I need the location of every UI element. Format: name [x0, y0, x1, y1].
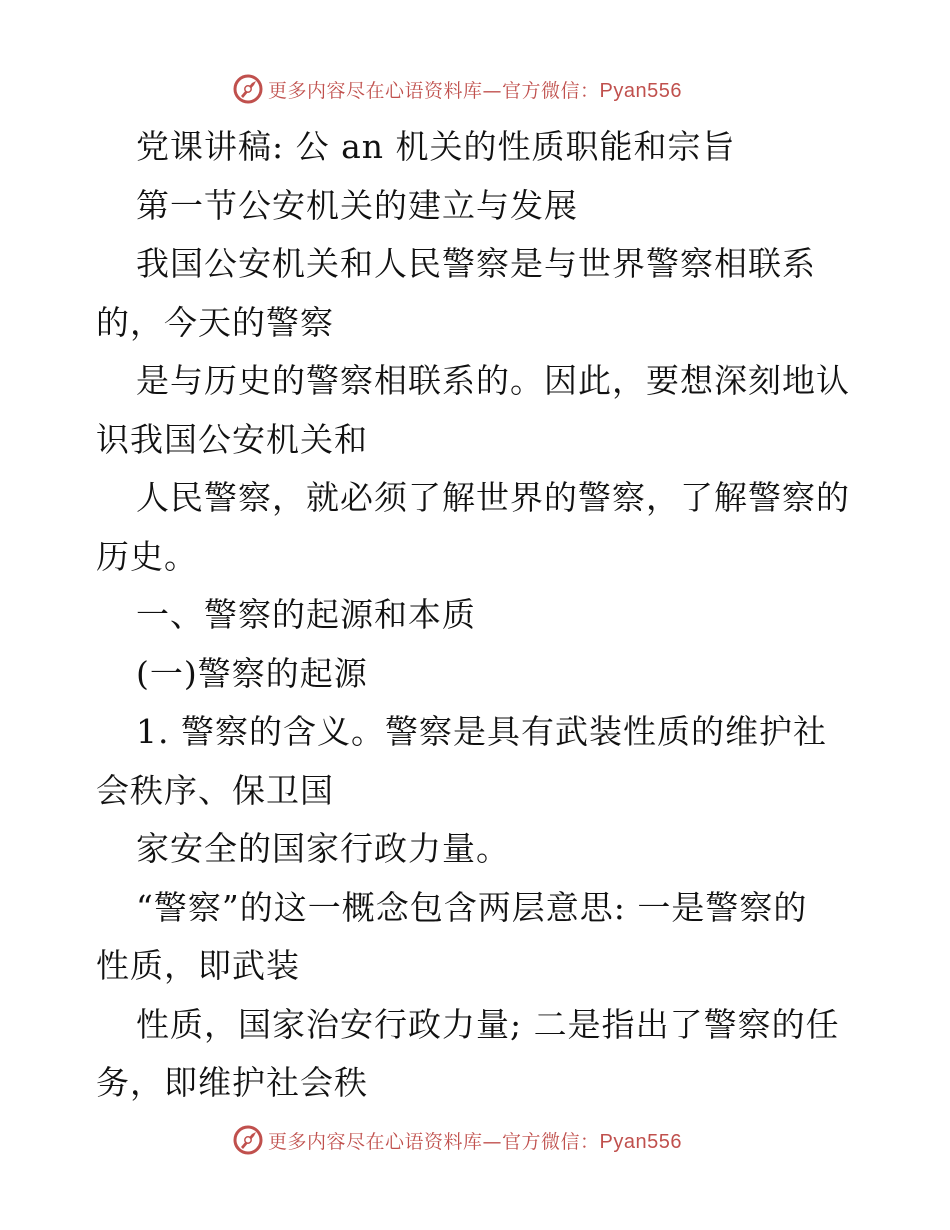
document-body [96, 118, 856, 1113]
watermark-account-id: Pyan556 [599, 1130, 682, 1153]
watermark-text [268, 1127, 682, 1154]
text-line: (一)警察的起源 [136, 653, 368, 693]
text-line: 我国公安机关和人民警察是与世界警察相联系 [136, 244, 816, 283]
footer-watermark [232, 1123, 682, 1157]
text-line: 会秩序、保卫国 [96, 770, 334, 810]
text-line: 性质，国家治安行政力量; 二是指出了警察的任 [136, 1004, 840, 1044]
watermark-text [268, 76, 682, 103]
text-line: 务，即维护社会秩 [96, 1063, 368, 1102]
text-line: 历史。 [96, 536, 198, 576]
text-line: 党课讲稿: 公 an 机关的性质职能和宗旨 [136, 127, 736, 166]
text-line: 第一节公安机关的建立与发展 [136, 185, 578, 225]
text-line: 人民警察，就必须了解世界的警察，了解警察的 [136, 478, 850, 517]
text-line: 性质，即武装 [96, 946, 300, 985]
text-line: 1. 警察的含义。警察是具有武装性质的维护社 [136, 712, 827, 751]
text-line: 家安全的国家行政力量。 [136, 829, 510, 868]
text-line: 的，今天的警察 [96, 302, 334, 342]
text-line: 识我国公安机关和 [96, 419, 368, 459]
watermark-brand: 更多内容尽在心语资料库—官方微信： [268, 79, 600, 102]
quill-pen-icon [232, 73, 264, 105]
header-watermark [232, 72, 682, 106]
text-line: 是与历史的警察相联系的。因此，要想深刻地认 [136, 361, 850, 400]
quill-pen-icon [232, 1124, 264, 1156]
text-line: “警察”的这一概念包含两层意思: 一是警察的 [136, 887, 808, 927]
watermark-brand: 更多内容尽在心语资料库—官方微信： [268, 1130, 600, 1153]
watermark-account-id: Pyan556 [599, 79, 682, 102]
text-line: 一、警察的起源和本质 [136, 595, 476, 634]
